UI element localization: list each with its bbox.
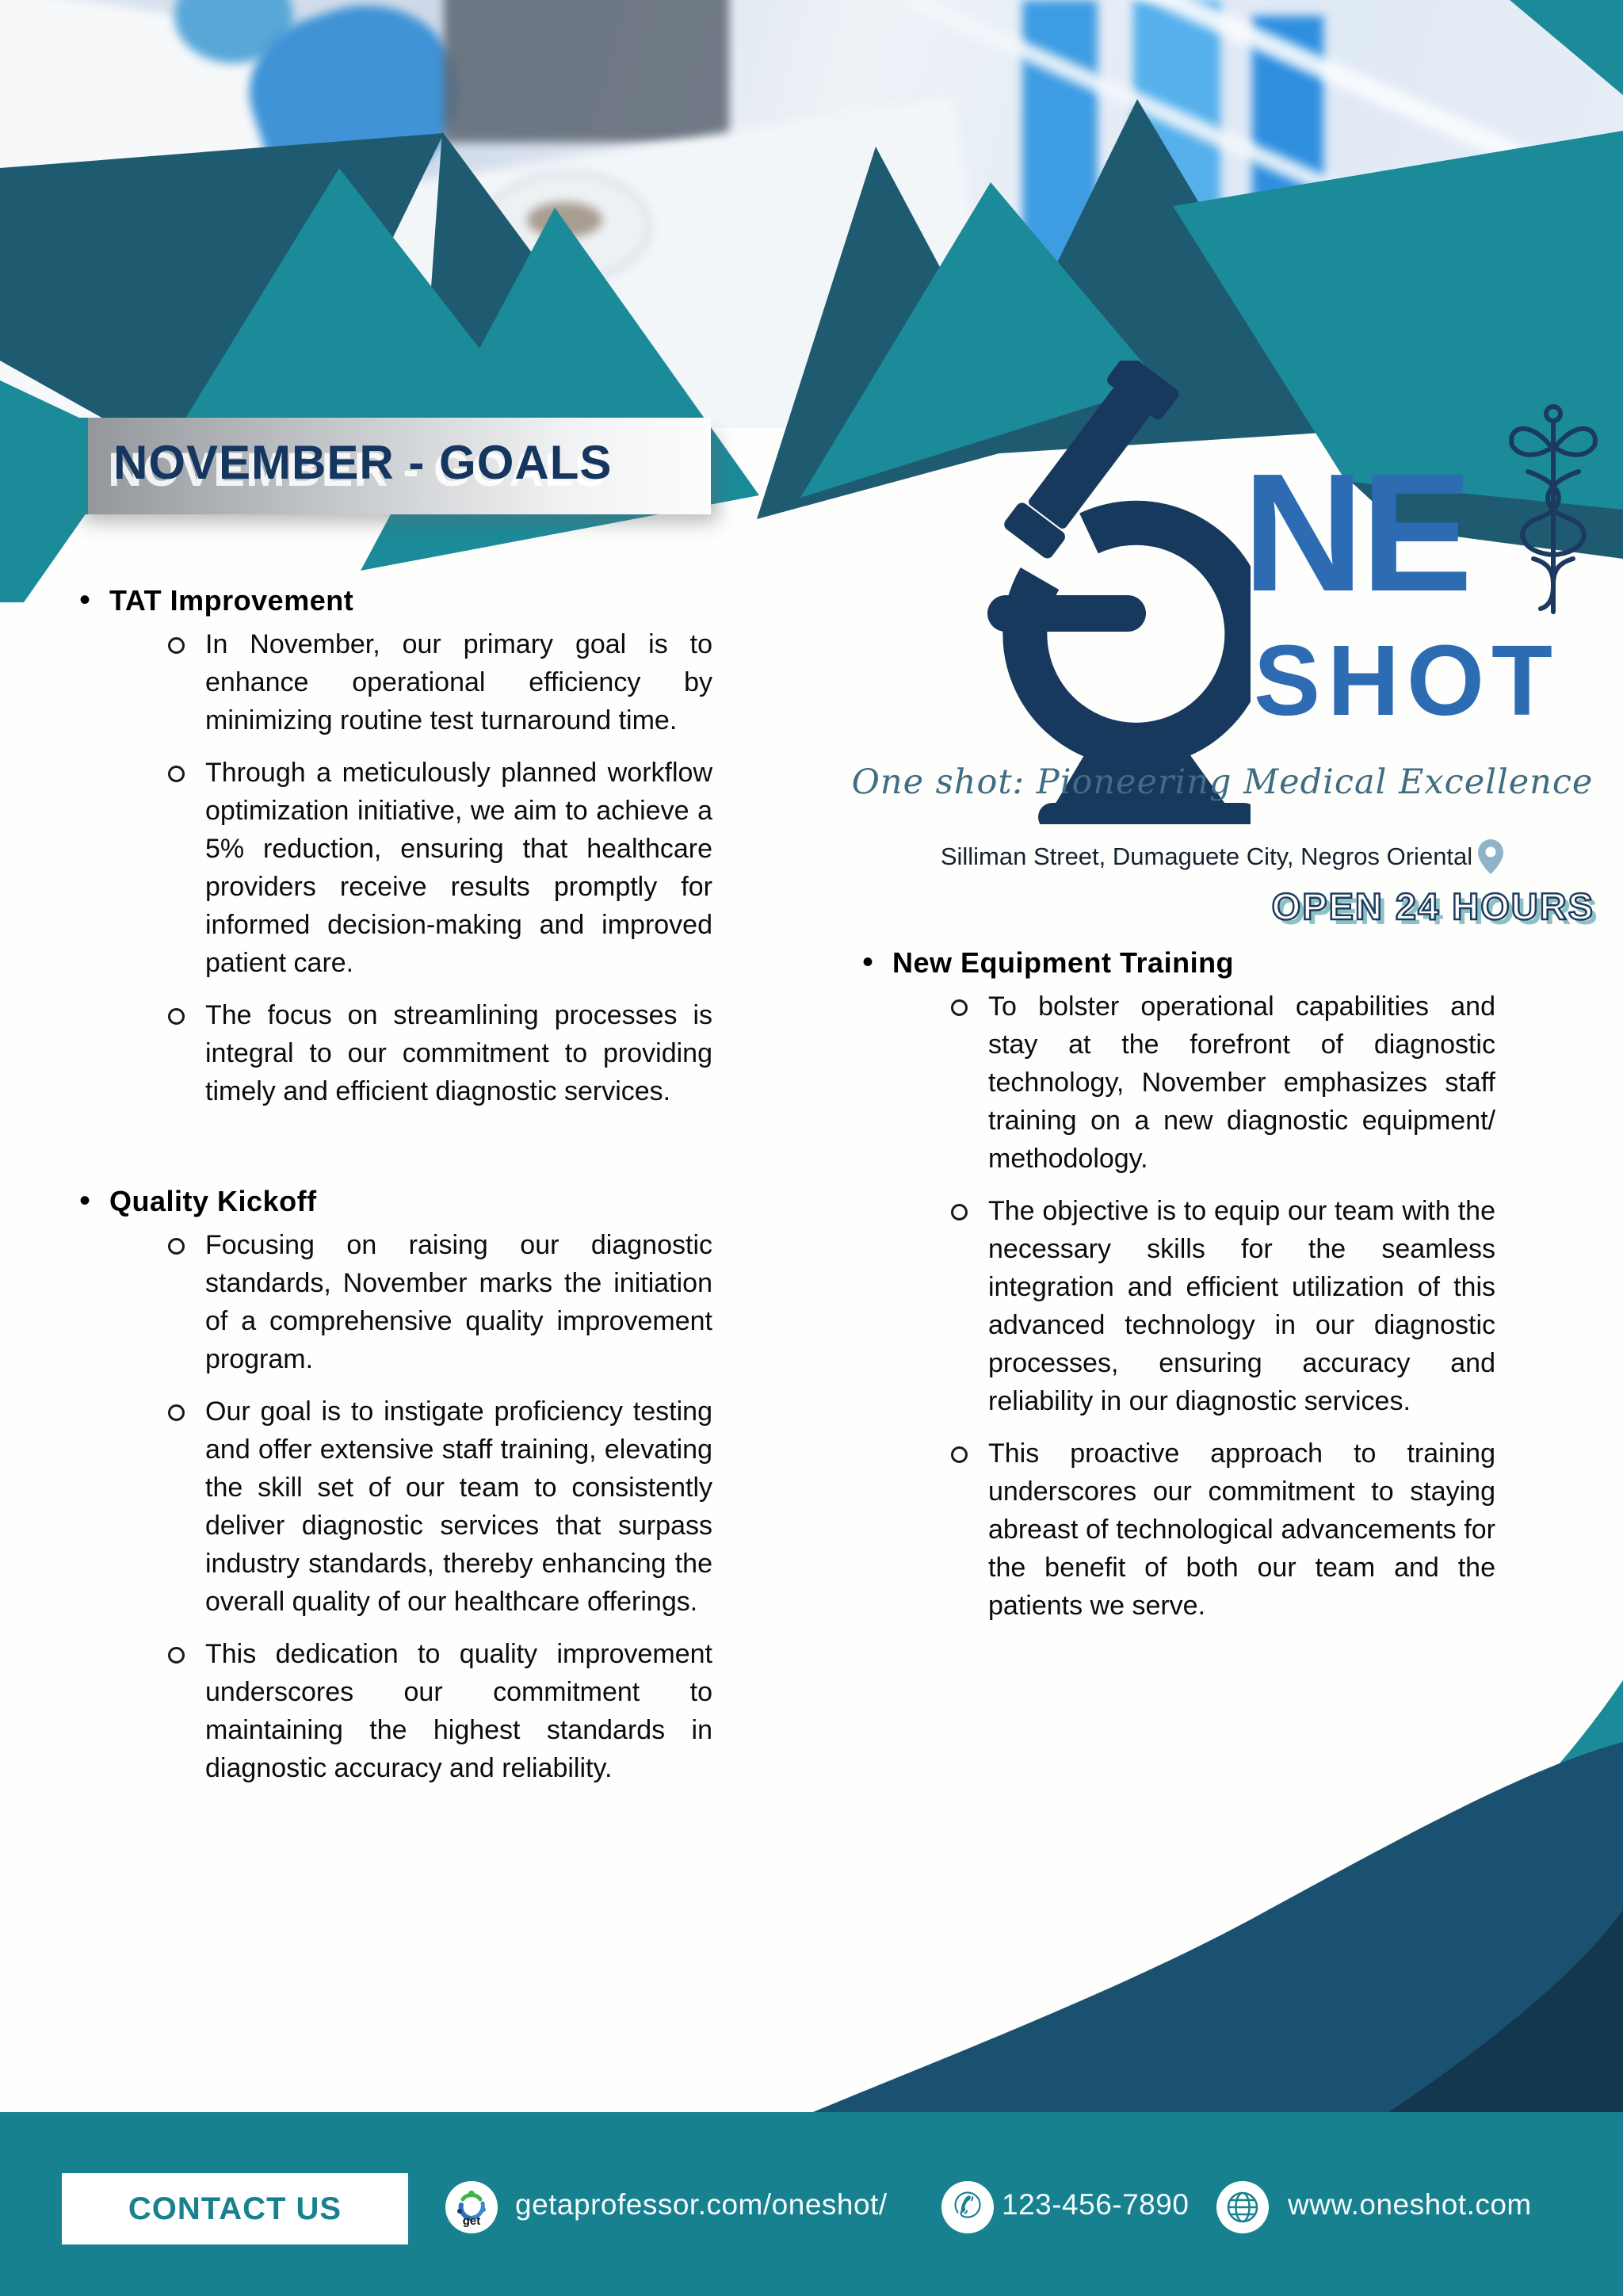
globe-icon-circle bbox=[1216, 2181, 1269, 2233]
contact-us-button[interactable] bbox=[62, 2173, 408, 2244]
goal-point-text: The focus on streamlining processes is integral to our commitment to providing timely and efficient diagnostic services. bbox=[205, 1000, 712, 1106]
page-title: NOVEMBER - GOALS bbox=[113, 436, 613, 489]
list-item bbox=[168, 625, 723, 739]
circle-bullet-icon bbox=[168, 637, 185, 654]
caduceus-icon bbox=[1506, 396, 1601, 634]
bullet-icon: • bbox=[79, 1183, 91, 1218]
goal-title: New Equipment Training bbox=[892, 946, 1235, 979]
website-url-text[interactable]: www.oneshot.com bbox=[1288, 2188, 1532, 2221]
phone-number-text[interactable]: 123-456-7890 bbox=[1002, 2188, 1190, 2221]
get-logo-label: get bbox=[462, 2214, 481, 2228]
goal-point-text: To bolster operational capabilities and stay at the forefront of diagnostic technology, November emphasizes staff training on a new diagnostic equipment/ methodology. bbox=[988, 991, 1495, 1174]
address-row bbox=[836, 839, 1609, 875]
goal-heading bbox=[79, 583, 723, 617]
location-pin-icon bbox=[1477, 839, 1504, 875]
bullet-icon: • bbox=[79, 583, 91, 617]
globe-icon bbox=[1225, 2190, 1260, 2225]
circle-bullet-icon bbox=[951, 1204, 968, 1221]
goal-point-text: This proactive approach to training underscores our commitment to staying abreast of technological advancements for the benefit of both our team and the patients we serve. bbox=[988, 1438, 1495, 1621]
list-item bbox=[951, 1192, 1506, 1420]
list-item bbox=[168, 1392, 723, 1621]
circle-bullet-icon bbox=[951, 1446, 968, 1463]
contact-us-label: CONTACT US bbox=[128, 2191, 342, 2226]
goal-title: Quality Kickoff bbox=[109, 1185, 317, 1217]
bullet-icon: • bbox=[862, 945, 874, 980]
goal-title: TAT Improvement bbox=[109, 584, 354, 617]
list-item bbox=[951, 1435, 1506, 1625]
goal-point-text: Our goal is to instigate proficiency testing and offer extensive staff training, elevating the skill set of our team to consistently deliver diagnostic services that surpass industry standards, thereby enhancing the overall quality of our healthcare offerings. bbox=[205, 1396, 712, 1617]
circle-bullet-icon bbox=[951, 999, 968, 1016]
list-item bbox=[168, 1226, 723, 1378]
microscope-icon bbox=[965, 361, 1251, 824]
list-item bbox=[168, 996, 723, 1110]
brand-word-shot: SHOT bbox=[1254, 625, 1560, 736]
goals-column-right bbox=[862, 945, 1506, 1698]
title-accent-notch bbox=[67, 418, 88, 514]
circle-bullet-icon bbox=[168, 1008, 185, 1025]
list-item bbox=[168, 754, 723, 982]
goal-point-text: Through a meticulously planned workflow optimization initiative, we aim to achieve a 5% reduction, ensuring that healthcare providers receive results promptly for informed decision-making and improved patient care. bbox=[205, 758, 712, 978]
website-path-text[interactable]: getaprofessor.com/oneshot/ bbox=[515, 2188, 888, 2221]
goal-point-text: In November, our primary goal is to enhance operational efficiency by minimizing routine test turnaround time. bbox=[205, 629, 712, 735]
circle-bullet-icon bbox=[168, 1404, 185, 1421]
get-a-professor-logo bbox=[445, 2181, 498, 2233]
goal-point-text: The objective is to equip our team with the necessary skills for the seamless integration and efficient utilization of this advanced technology in our diagnostic processes, ensuring accuracy and reliability in our diagnostic services. bbox=[988, 1196, 1495, 1416]
open-hours-badge: OPEN 24 HOURS bbox=[1271, 885, 1594, 927]
brand-word-ne: NE bbox=[1243, 438, 1470, 626]
list-item bbox=[951, 988, 1506, 1178]
goal-point-text: Focusing on raising our diagnostic standards, November marks the initiation of a comprehensive quality improvement program. bbox=[205, 1230, 712, 1374]
title-bar bbox=[67, 418, 711, 514]
goal-group-equipment bbox=[862, 945, 1506, 1625]
phone-icon: ✆ bbox=[953, 2187, 983, 2225]
brand-tagline: One shot: Pioneering Medical Excellence bbox=[851, 762, 1594, 802]
goal-group-tat bbox=[79, 583, 723, 1110]
goal-points bbox=[862, 988, 1506, 1625]
wave-decoration bbox=[0, 1648, 1623, 2124]
goal-heading bbox=[862, 945, 1506, 980]
phone-icon-circle bbox=[941, 2181, 994, 2233]
goal-point-text: This dedication to quality improvement underscores our commitment to maintaining the highest standards in diagnostic accuracy and reliability. bbox=[205, 1639, 712, 1783]
goal-heading bbox=[79, 1183, 723, 1218]
circle-bullet-icon bbox=[168, 1238, 185, 1255]
footer-bar bbox=[0, 2112, 1623, 2296]
address-text: Silliman Street, Dumaguete City, Negros Oriental bbox=[940, 842, 1473, 870]
circle-bullet-icon bbox=[168, 766, 185, 782]
goal-points bbox=[79, 625, 723, 1110]
